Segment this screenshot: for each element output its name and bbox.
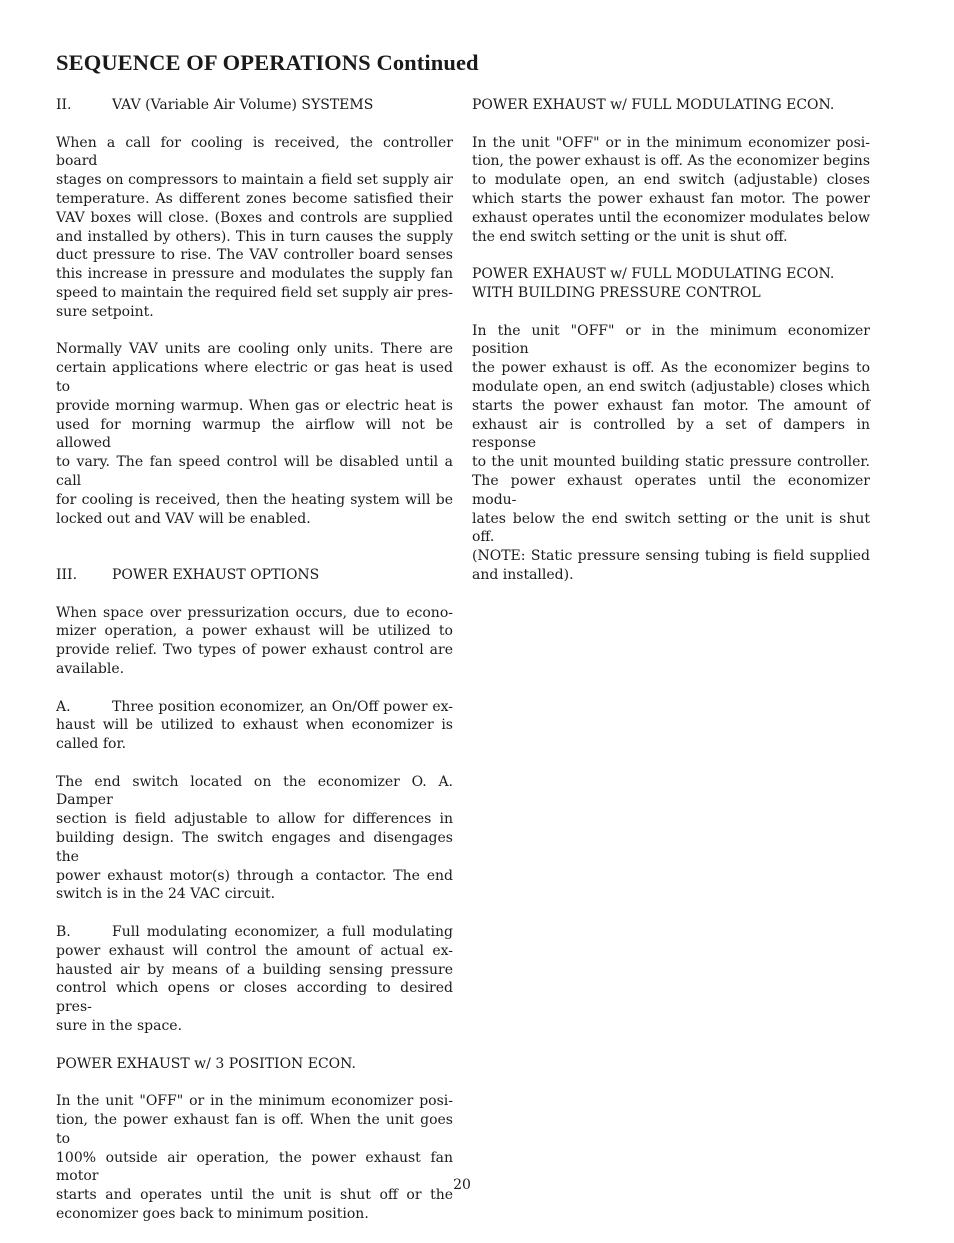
text-line: sure in the space. [56,1018,183,1035]
text-line: 100% outside air operation, the power exhaust fan motor [56,1149,453,1185]
text-line: to modulate open, an end switch (adjustable) closes [472,172,870,189]
text-line: control which opens or closes according to desired pres- [56,980,453,1016]
text-line: In the unit "OFF" or in the minimum economizer posi- [472,134,870,151]
text-line: In the unit "OFF" or in the minimum economizer position [472,322,870,358]
section-iii-heading [56,566,453,585]
heading-line: POWER EXHAUST w/ FULL MODULATING ECON. [472,266,835,283]
vav-paragraph-2 [56,340,453,528]
text-line: certain applications where electric or gas heat is used to [56,360,453,395]
text-line: When space over pressurization occurs, due to econo- [56,604,453,621]
text-line: When a call for cooling is received, the controller board [56,134,453,170]
item-text: Three position economizer, an On/Off power ex- [112,698,453,715]
text-line [56,698,453,717]
text-line: speed to maintain the required field set supply air pres- [56,284,453,301]
item-a-paragraph [56,698,453,754]
text-line: mizer operation, a power exhaust will be utilized to [56,623,453,640]
text-line: economizer goes back to minimum position. [56,1206,369,1223]
text-line: switch is in the 24 VAC circuit. [56,886,276,903]
building-pressure-paragraph [472,322,870,585]
sub-heading-full-modulating: POWER EXHAUST w/ FULL MODULATING ECON. [472,97,835,113]
text-line: the end switch setting or the unit is shut off. [472,228,788,245]
text-line: and installed by others). This in turn causes the supply [56,228,453,245]
text-line: building design. The switch engages and disengages the [56,830,453,865]
text-line: The power exhaust operates until the economizer modu- [472,472,870,508]
text-line: available. [56,660,125,677]
text-line: section is field adjustable to allow for differences in [56,811,453,828]
sub-heading-3-position: POWER EXHAUST w/ 3 POSITION ECON. [56,1055,356,1072]
text-line: power exhaust will control the amount of actual ex- [56,942,453,959]
text-line: haust will be utilized to exhaust when economizer is [56,717,453,734]
spacer [56,547,453,566]
end-switch-paragraph [56,773,453,905]
text-line: Normally VAV units are cooling only units. There are [56,341,453,358]
item-b-paragraph [56,923,453,1036]
sub-heading-building-pressure [472,265,870,303]
section-number: II. [56,97,72,113]
text-line: locked out and VAV will be enabled. [56,510,311,527]
text-line: to the unit mounted building static pressure controller. [472,454,870,471]
vav-paragraph-1 [56,134,453,322]
full-modulating-paragraph [472,134,870,247]
text-line: provide morning warmup. When gas or electric heat is [56,397,453,414]
text-line: tion, the power exhaust fan is off. When the unit goes to [56,1112,453,1147]
text-line: modulate open, an end switch (adjustable) closes which [472,378,870,395]
text-line: which starts the power exhaust fan motor. The power [472,190,870,207]
text-line: (NOTE: Static pressure sensing tubing is field supplied [472,548,870,565]
text-line: stages on compressors to maintain a field set supply air [56,172,453,189]
text-line: starts the power exhaust fan motor. The amount of [472,397,870,414]
page-title: SEQUENCE OF OPERATIONS Continued [56,50,479,75]
section-ii-heading [56,96,453,115]
text-line: and installed). [472,566,574,583]
item-label: B. [56,924,71,941]
text-line: duct pressure to rise. The VAV controller board senses [56,247,453,264]
text-line: In the unit "OFF" or in the minimum economizer posi- [56,1093,453,1110]
item-label: A. [56,698,71,715]
text-line: VAV boxes will close. (Boxes and controls are supplied [56,209,453,226]
page-number: 20 [453,1177,471,1193]
3-position-paragraph [56,1092,453,1224]
text-line: sure setpoint. [56,303,154,320]
text-line: for cooling is received, then the heating system will be [56,491,453,508]
section-title: POWER EXHAUST OPTIONS [112,566,320,583]
text-line: power exhaust motor(s) through a contactor. The end [56,867,453,884]
text-line: used for morning warmup the airflow will not be allowed [56,416,453,452]
right-column [472,96,870,604]
heading-line: WITH BUILDING PRESSURE CONTROL [472,284,761,301]
text-line: temperature. As different zones become satisfied their [56,190,453,207]
text-line: exhaust operates until the economizer modulates below [472,209,870,226]
text-line: this increase in pressure and modulates the supply fan [56,266,453,283]
text-line: starts and operates until the unit is shut off or the [56,1187,453,1204]
text-line [56,923,453,942]
item-text: Full modulating economizer, a full modulating [112,924,453,941]
text-line: called for. [56,736,127,753]
section-number: III. [56,566,78,583]
text-line: the power exhaust is off. As the economizer begins to [472,360,870,377]
section-title: VAV (Variable Air Volume) SYSTEMS [112,97,374,113]
text-line: to vary. The fan speed control will be disabled until a call [56,454,453,489]
text-line: The end switch located on the economizer O. A. Damper [56,773,453,809]
text-line: lates below the end switch setting or the unit is shut off. [472,510,870,546]
text-line: exhaust air is controlled by a set of dampers in response [472,416,870,452]
power-exhaust-paragraph-1 [56,604,453,679]
text-line: provide relief. Two types of power exhaust control are [56,642,453,659]
left-column [56,96,453,1243]
text-line: tion, the power exhaust is off. As the economizer begins [472,153,870,170]
text-line: hausted air by means of a building sensing pressure [56,961,453,978]
